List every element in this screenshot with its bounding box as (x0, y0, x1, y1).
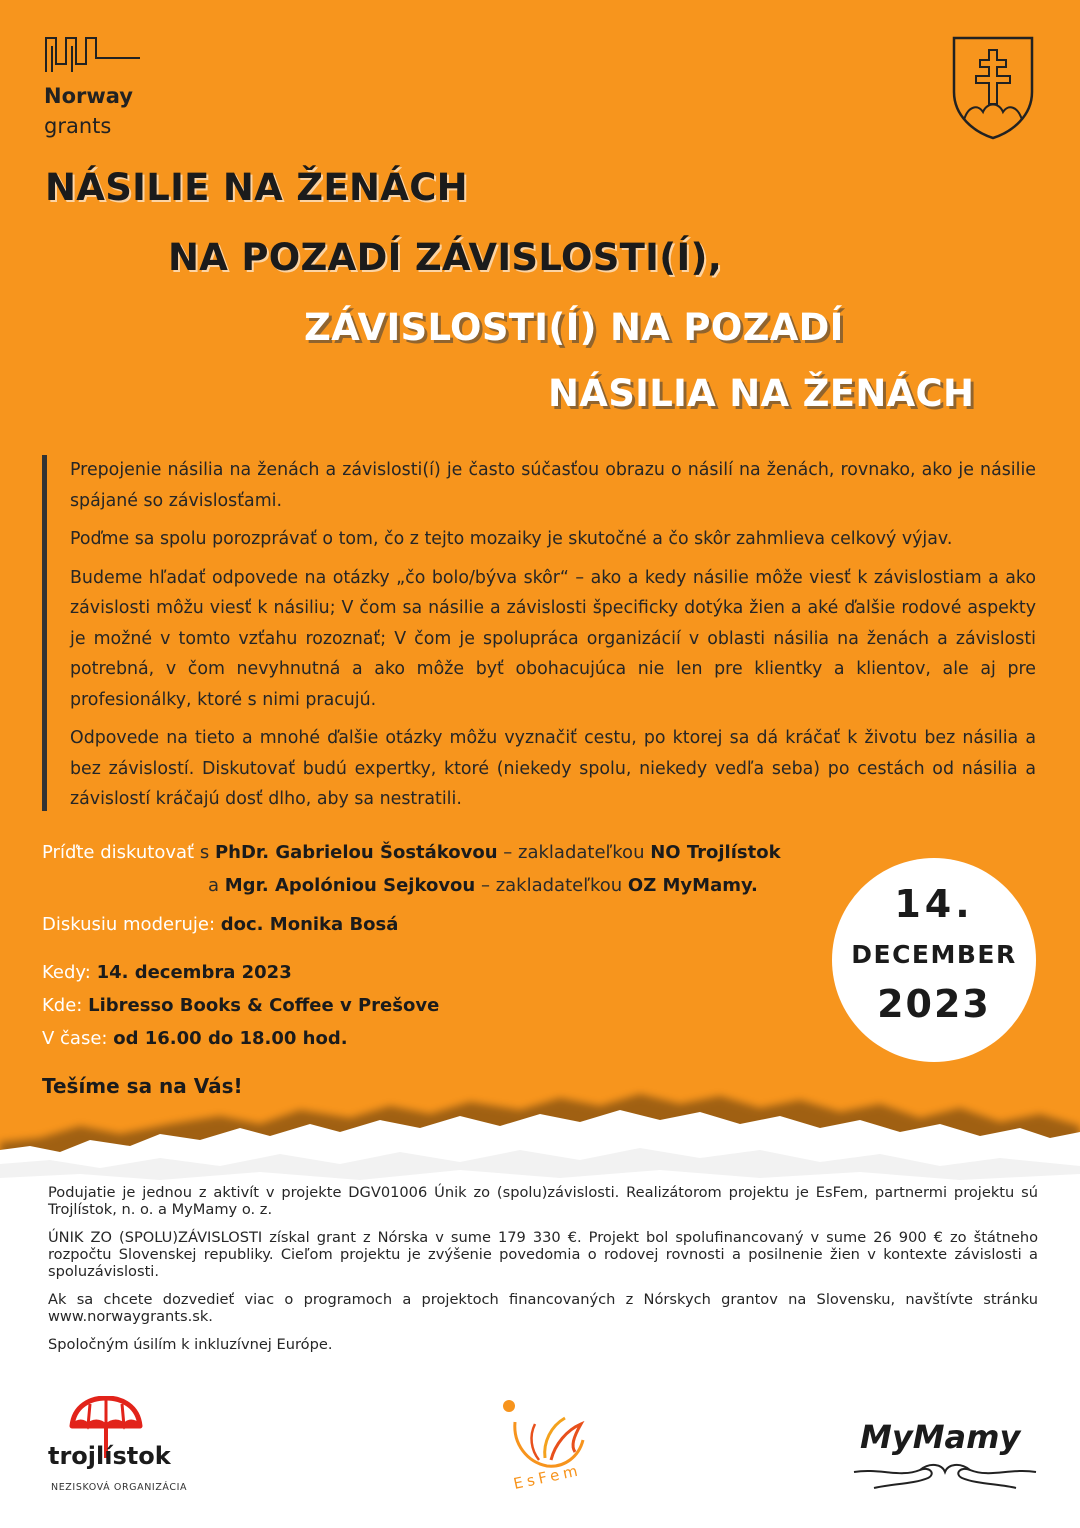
footer-paragraph-2: ÚNIK ZO (SPOLU)ZÁVISLOSTI získal grant z Nórska v sume 179 330 €. Projekt bol spolufinancovaný v sume 26 900 € zo štátneho rozpočtu Slovenskej republiky. Cieľom projektu je zvýšenie povedomia o rodovej rovnosti a posilnenie žien v kontexte závislosti a spoluzávislosti. (48, 1229, 1038, 1280)
speakers-block (42, 836, 862, 902)
title-line-4: NÁSILIA NA ŽENÁCH (548, 372, 975, 415)
moderator-label: Diskusiu moderuje: (42, 914, 216, 935)
invite-text: Príďte diskutovať (42, 842, 195, 863)
body-paragraph-3: Budeme hľadať odpovede na otázky „čo bolo/býva skôr“ – ako a kedy násilie môže viesť k závislostiam a ako závislosti môžu viesť k násiliu; V čom sa násilie a závislosti špecificky dotýka žien a aké ďalšie rodové aspekty je možné v tomto vzťahu rozoznať; V čom je spolupráca organizácií v oblasti násilia na ženách a závislosti potrebná, v čom nevyhnutná a ako môže byť obohacujúca nie len pre klientky a klientov, ale aj pre profesionálky, ktoré s nimi pracujú. (70, 567, 1036, 710)
time-label: V čase: (42, 1028, 108, 1049)
moderator-line (42, 914, 398, 935)
where-label: Kde: (42, 995, 83, 1016)
title-line-1: NÁSILIE NA ŽENÁCH (45, 166, 468, 209)
speaker-line-2 (42, 869, 862, 902)
torn-paper-edge (0, 1080, 1080, 1200)
speaker-2-name: Mgr. Apolóniou Sejkovou (224, 875, 476, 896)
speaker-1-org: NO Trojlístok (650, 842, 781, 863)
footer-paragraph-3: Ak sa chcete dozvedieť viac o programoch a projektoch financovaných z Nórskych grantov na Slovensku, navštívte stránku www.norwaygrants.sk. (48, 1291, 1038, 1325)
speaker-2-role: – zakladateľkou (475, 875, 628, 896)
esfem-name: EsFem (511, 1461, 584, 1493)
body-text (70, 455, 1036, 823)
body-paragraph-2: Poďme sa spolu porozprávať o tom, čo z tejto mozaiky je skutočné a čo skôr zahmlieva celkový výjav. (70, 529, 953, 549)
date-day: 14. (894, 882, 974, 926)
speaker-2-org: OZ MyMamy. (627, 875, 758, 896)
coat-of-arms-icon (950, 34, 1036, 142)
time-value: od 16.00 do 18.00 hod. (113, 1028, 348, 1049)
norway-sub: grants (44, 114, 112, 138)
norway-mark-icon (44, 34, 140, 74)
hands-icon (850, 1448, 1040, 1492)
when-label: Kedy: (42, 962, 91, 983)
body-paragraph-1: Prepojenie násilia na ženách a závislosti(í) je často súčasťou obrazu o násilí na ženách, rovnako, ako je násilie spájané so závislosťami. (70, 460, 1036, 511)
trojlistok-sub: NEZISKOVÁ ORGANIZÁCIA (51, 1482, 188, 1493)
when-line (42, 962, 292, 983)
footer-paragraph-4: Spoločným úsilím k inkluzívnej Európe. (48, 1336, 333, 1353)
title-line-2: NA POZADÍ ZÁVISLOSTI(Í), (168, 236, 723, 279)
speaker-1-role: – zakladateľkou (497, 842, 651, 863)
when-value: 14. decembra 2023 (96, 962, 292, 983)
date-badge (832, 858, 1036, 1062)
where-value: Libresso Books & Coffee v Prešove (88, 995, 440, 1016)
where-line (42, 995, 439, 1016)
norway-grants-logo (44, 34, 140, 138)
norway-name: Norway (44, 84, 133, 108)
closing-text: Tešíme sa na Vás! (42, 1074, 243, 1098)
and-text: a (208, 875, 225, 896)
speaker-line-1 (42, 836, 862, 869)
mymamy-name: MyMamy (860, 1418, 1021, 1456)
quote-bar (42, 455, 47, 811)
date-month: DECEMBER (851, 940, 1017, 969)
footer-paragraph-1: Podujatie je jednou z aktivít v projekte DGV01006 Únik zo (spolu)závislosti. Realizátorom projektu je EsFem, partnermi projektu sú Trojlístok, n. o. a MyMamy o. z. (48, 1184, 1038, 1218)
footer-text (48, 1184, 1038, 1364)
esfem-logo (495, 1394, 595, 1498)
date-year: 2023 (877, 982, 991, 1026)
title-line-3: ZÁVISLOSTI(Í) NA POZADÍ (304, 306, 844, 349)
with-text: s (194, 842, 215, 863)
speaker-1-name: PhDr. Gabrielou Šostákovou (214, 842, 498, 863)
trojlistok-name: trojlístok (48, 1442, 171, 1470)
moderator-value: doc. Monika Bosá (220, 914, 399, 935)
time-line (42, 1028, 348, 1049)
body-paragraph-4: Odpovede na tieto a mnohé ďalšie otázky môžu vyznačiť cestu, po ktorej sa dá kráčať k životu bez násilia a bez závislostí. Diskutovať budú expertky, ktoré (niekedy spolu, niekedy vedľa seba) po cestách od násilia a závislostí kráčajú dosť dlho, aby sa nestratili. (70, 728, 1036, 809)
